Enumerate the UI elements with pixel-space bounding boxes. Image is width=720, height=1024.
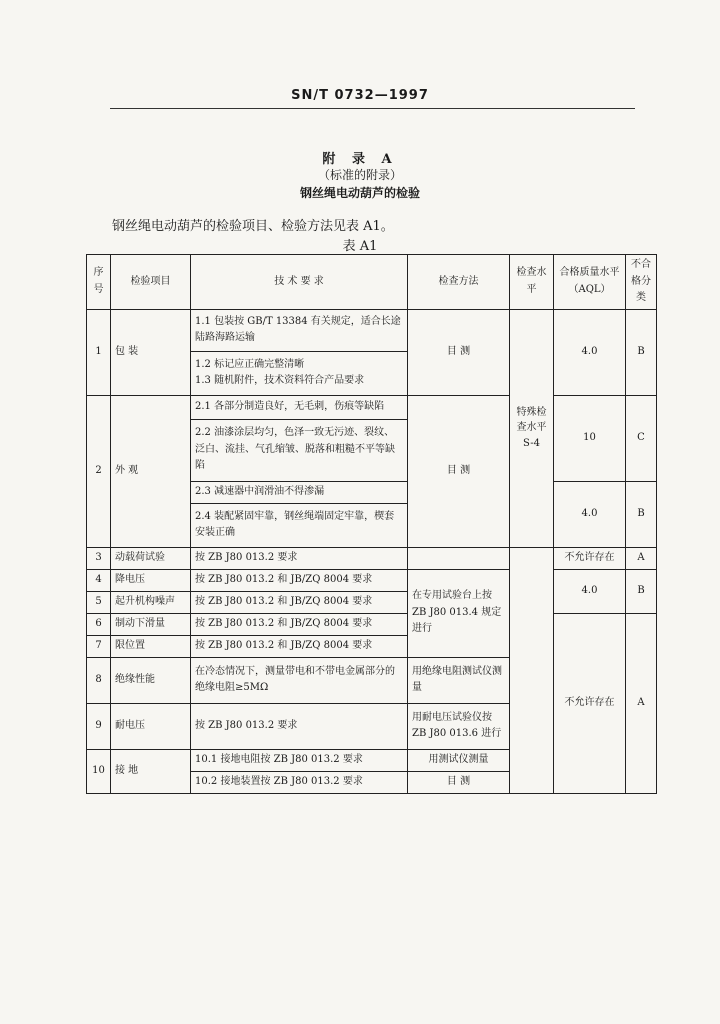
row-item: 绝缘性能 <box>111 657 191 703</box>
row-req: 按 ZB J80 013.2 要求 <box>191 703 408 749</box>
row-req: 2.1 各部分制造良好，无毛刺，伤痕等缺陷 <box>191 395 408 419</box>
row-aql: 10 <box>554 395 626 481</box>
row-no: 6 <box>87 613 111 635</box>
row-class: A <box>626 547 657 569</box>
row-no: 9 <box>87 703 111 749</box>
row-class: B <box>626 309 657 395</box>
row-class: B <box>626 569 657 613</box>
table-caption: 表 A1 <box>342 239 378 254</box>
row-aql: 4.0 <box>554 569 626 613</box>
intro-text: 钢丝绳电动葫芦的检验项目、检验方法见表 A1。 <box>112 219 394 234</box>
row-item: 降电压 <box>111 569 191 591</box>
header-req: 技 术 要 求 <box>191 255 408 310</box>
table-row <box>87 547 657 569</box>
row-method: 用耐电压试验仪按 ZB J80 013.6 进行 <box>408 703 510 749</box>
row-method: 目 测 <box>408 771 510 793</box>
row-req: 1.1 包装按 GB/T 13384 有关规定，适合长途陆路海路运输 <box>191 309 408 351</box>
row-req: 10.1 接地电阻按 ZB J80 013.2 要求 <box>191 749 408 771</box>
row-method: 目 测 <box>408 395 510 547</box>
row-req: 2.2 油漆涂层均匀，色泽一致无污迹、裂纹、泛白、流挂、气孔缩皱、脱落和粗糙不平等缺陷 <box>191 419 408 481</box>
row-req: 按 ZB J80 013.2 要求 <box>191 547 408 569</box>
row-item: 起升机构噪声 <box>111 591 191 613</box>
row-class: A <box>626 613 657 793</box>
row-item: 包 装 <box>111 309 191 395</box>
row-no: 1 <box>87 309 111 395</box>
row-method: 用测试仪测量 <box>408 749 510 771</box>
row-req: 2.4 装配紧固牢靠，钢丝绳端固定牢靠，楔套安装正确 <box>191 503 408 547</box>
row-req: 在冷态情况下，测量带电和不带电金属部分的绝缘电阻≥5MΩ <box>191 657 408 703</box>
header-method: 检查方法 <box>408 255 510 310</box>
table-row <box>87 309 657 351</box>
row-method: 目 测 <box>408 309 510 395</box>
row-req: 10.2 接地装置按 ZB J80 013.2 要求 <box>191 771 408 793</box>
req-line: 1.2 标记应正确完整清晰 <box>195 358 305 370</box>
level-blank <box>510 547 554 793</box>
row-method: 用绝缘电阻测试仪测量 <box>408 657 510 703</box>
row-method <box>408 547 510 569</box>
row-aql: 4.0 <box>554 481 626 547</box>
req-line: 1.3 随机附件，技术资料符合产品要求 <box>195 375 365 386</box>
header-item: 检验项目 <box>111 255 191 310</box>
row-no: 2 <box>87 395 111 547</box>
appendix-name: 钢丝绳电动葫芦的检验 <box>299 186 420 200</box>
header-no: 序号 <box>87 255 111 310</box>
row-no: 5 <box>87 591 111 613</box>
header-aql: 合格质量水平（AQL） <box>554 255 626 310</box>
row-aql: 不允许存在 <box>554 613 626 793</box>
header-rule <box>110 108 635 109</box>
row-req: 按 ZB J80 013.2 和 JB/ZQ 8004 要求 <box>191 591 408 613</box>
row-no: 4 <box>87 569 111 591</box>
row-no: 7 <box>87 635 111 657</box>
inspection-level: 特殊检查水平 S-4 <box>510 309 554 547</box>
row-item: 制动下滑量 <box>111 613 191 635</box>
header-level: 检查水平 <box>510 255 554 310</box>
row-item: 限位置 <box>111 635 191 657</box>
table-row <box>87 613 657 635</box>
row-no: 8 <box>87 657 111 703</box>
table-header-row <box>87 255 657 310</box>
inspection-table <box>86 254 657 794</box>
appendix-subtitle: （标准的附录） <box>317 168 402 182</box>
row-item: 耐电压 <box>111 703 191 749</box>
row-no: 10 <box>87 749 111 793</box>
row-item: 接 地 <box>111 749 191 793</box>
header-class: 不合格分类 <box>626 255 657 310</box>
row-item: 外 观 <box>111 395 191 547</box>
row-no: 3 <box>87 547 111 569</box>
row-class: B <box>626 481 657 547</box>
table-row <box>87 569 657 591</box>
table-row <box>87 395 657 419</box>
row-req <box>191 351 408 395</box>
row-method: 在专用试验台上按 ZB J80 013.4 规定进行 <box>408 569 510 657</box>
row-aql: 不允许存在 <box>554 547 626 569</box>
row-aql: 4.0 <box>554 309 626 395</box>
row-item: 动载荷试验 <box>111 547 191 569</box>
row-class: C <box>626 395 657 481</box>
row-req: 2.3 减速器中润滑油不得渗漏 <box>191 481 408 503</box>
row-req: 按 ZB J80 013.2 和 JB/ZQ 8004 要求 <box>191 569 408 591</box>
appendix-title: 附 录 A <box>322 152 398 167</box>
row-req: 按 ZB J80 013.2 和 JB/ZQ 8004 要求 <box>191 613 408 635</box>
row-req: 按 ZB J80 013.2 和 JB/ZQ 8004 要求 <box>191 635 408 657</box>
standard-number: SN/T 0732—1997 <box>291 88 429 103</box>
